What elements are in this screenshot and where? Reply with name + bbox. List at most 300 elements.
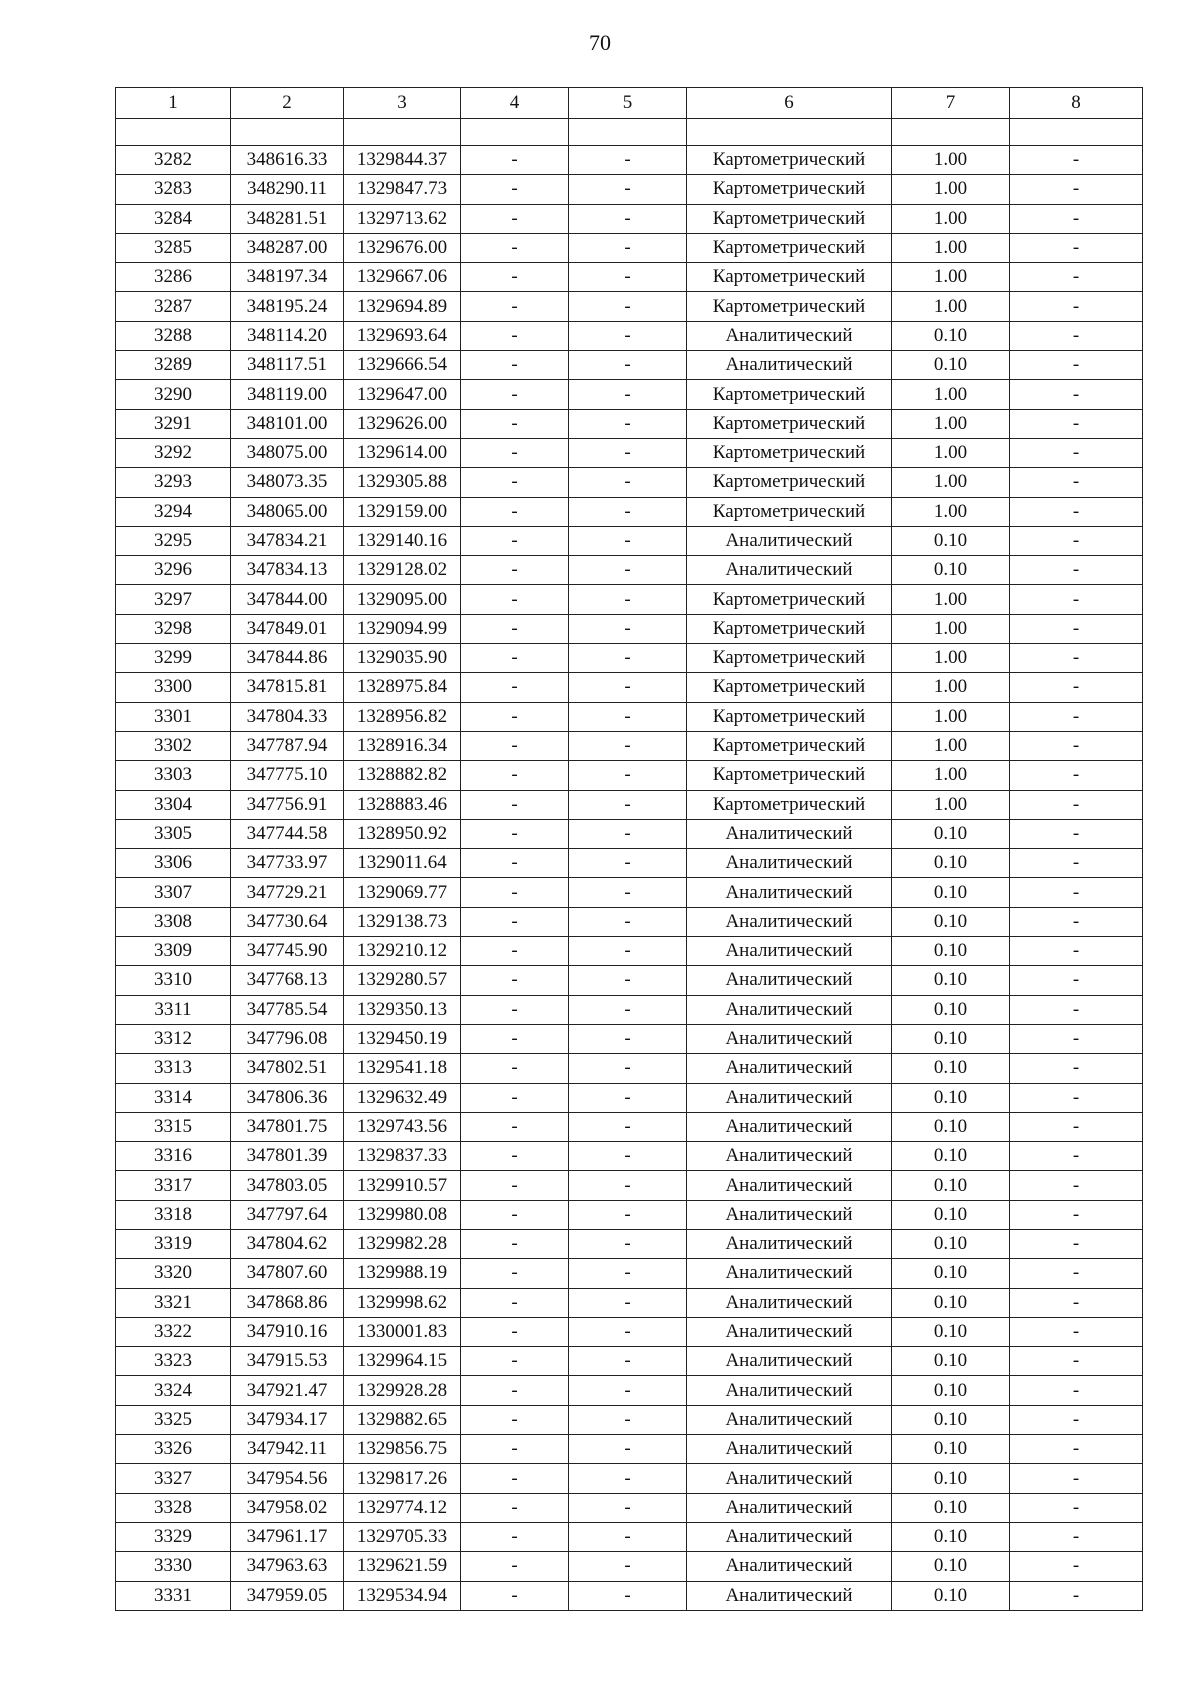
accuracy-cell: 0.10	[892, 1171, 1010, 1200]
table-row	[116, 1552, 1143, 1581]
col4-cell: -	[461, 1317, 569, 1346]
header-cell: 8	[1010, 88, 1143, 119]
x-coordinate-cell: 347730.64	[231, 907, 344, 936]
method-cell: Аналитический	[687, 1376, 892, 1405]
point-number-cell: 3321	[116, 1288, 231, 1317]
accuracy-cell: 0.10	[892, 351, 1010, 380]
y-coordinate-cell: 1329743.56	[344, 1112, 461, 1141]
accuracy-cell: 0.10	[892, 1229, 1010, 1258]
accuracy-cell: 1.00	[892, 175, 1010, 204]
col8-cell: -	[1010, 526, 1143, 555]
col4-cell: -	[461, 1171, 569, 1200]
col5-cell: -	[569, 497, 687, 526]
table-row	[116, 233, 1143, 262]
col4-cell: -	[461, 497, 569, 526]
x-coordinate-cell: 347834.13	[231, 556, 344, 585]
col8-cell: -	[1010, 321, 1143, 350]
table-row	[116, 1435, 1143, 1464]
accuracy-cell: 0.10	[892, 1522, 1010, 1551]
coordinates-table	[115, 87, 1143, 1611]
y-coordinate-cell: 1329541.18	[344, 1054, 461, 1083]
col5-cell: -	[569, 878, 687, 907]
col4-cell: -	[461, 1581, 569, 1610]
blank-cell	[569, 119, 687, 146]
point-number-cell: 3293	[116, 468, 231, 497]
col4-cell: -	[461, 351, 569, 380]
col5-cell: -	[569, 1054, 687, 1083]
x-coordinate-cell: 348119.00	[231, 380, 344, 409]
x-coordinate-cell: 347963.63	[231, 1552, 344, 1581]
point-number-cell: 3306	[116, 849, 231, 878]
point-number-cell: 3292	[116, 438, 231, 467]
x-coordinate-cell: 348065.00	[231, 497, 344, 526]
point-number-cell: 3302	[116, 731, 231, 760]
col8-cell: -	[1010, 380, 1143, 409]
y-coordinate-cell: 1329982.28	[344, 1229, 461, 1258]
method-cell: Аналитический	[687, 1552, 892, 1581]
method-cell: Аналитический	[687, 556, 892, 585]
method-cell: Аналитический	[687, 1522, 892, 1551]
col8-cell: -	[1010, 1083, 1143, 1112]
method-cell: Аналитический	[687, 321, 892, 350]
col4-cell: -	[461, 1376, 569, 1405]
blank-cell	[1010, 119, 1143, 146]
y-coordinate-cell: 1329011.64	[344, 849, 461, 878]
col5-cell: -	[569, 1435, 687, 1464]
col8-cell: -	[1010, 1024, 1143, 1053]
x-coordinate-cell: 347806.36	[231, 1083, 344, 1112]
y-coordinate-cell: 1329305.88	[344, 468, 461, 497]
x-coordinate-cell: 347959.05	[231, 1581, 344, 1610]
col4-cell: -	[461, 585, 569, 614]
col4-cell: -	[461, 1405, 569, 1434]
point-number-cell: 3299	[116, 644, 231, 673]
y-coordinate-cell: 1329998.62	[344, 1288, 461, 1317]
col4-cell: -	[461, 1347, 569, 1376]
point-number-cell: 3328	[116, 1493, 231, 1522]
point-number-cell: 3317	[116, 1171, 231, 1200]
col5-cell: -	[569, 321, 687, 350]
point-number-cell: 3304	[116, 790, 231, 819]
col5-cell: -	[569, 761, 687, 790]
point-number-cell: 3320	[116, 1259, 231, 1288]
point-number-cell: 3322	[116, 1317, 231, 1346]
header-cell: 7	[892, 88, 1010, 119]
col4-cell: -	[461, 1552, 569, 1581]
table-row	[116, 819, 1143, 848]
col4-cell: -	[461, 1142, 569, 1171]
method-cell: Картометрический	[687, 497, 892, 526]
col4-cell: -	[461, 263, 569, 292]
y-coordinate-cell: 1329667.06	[344, 263, 461, 292]
accuracy-cell: 0.10	[892, 1054, 1010, 1083]
col5-cell: -	[569, 1024, 687, 1053]
point-number-cell: 3295	[116, 526, 231, 555]
y-coordinate-cell: 1329693.64	[344, 321, 461, 350]
x-coordinate-cell: 347942.11	[231, 1435, 344, 1464]
point-number-cell: 3327	[116, 1464, 231, 1493]
col4-cell: -	[461, 937, 569, 966]
col5-cell: -	[569, 292, 687, 321]
col8-cell: -	[1010, 966, 1143, 995]
y-coordinate-cell: 1329705.33	[344, 1522, 461, 1551]
method-cell: Аналитический	[687, 1054, 892, 1083]
table-row	[116, 849, 1143, 878]
point-number-cell: 3323	[116, 1347, 231, 1376]
x-coordinate-cell: 347801.75	[231, 1112, 344, 1141]
accuracy-cell: 0.10	[892, 1405, 1010, 1434]
col5-cell: -	[569, 263, 687, 292]
table-row	[116, 468, 1143, 497]
x-coordinate-cell: 348114.20	[231, 321, 344, 350]
table-row	[116, 1405, 1143, 1434]
method-cell: Картометрический	[687, 146, 892, 175]
point-number-cell: 3300	[116, 673, 231, 702]
table-row	[116, 351, 1143, 380]
col8-cell: -	[1010, 673, 1143, 702]
method-cell: Картометрический	[687, 731, 892, 760]
x-coordinate-cell: 347921.47	[231, 1376, 344, 1405]
col5-cell: -	[569, 1112, 687, 1141]
table-row	[116, 1581, 1143, 1610]
method-cell: Картометрический	[687, 790, 892, 819]
col4-cell: -	[461, 1522, 569, 1551]
table-row	[116, 204, 1143, 233]
col8-cell: -	[1010, 937, 1143, 966]
method-cell: Аналитический	[687, 1171, 892, 1200]
col5-cell: -	[569, 937, 687, 966]
x-coordinate-cell: 347804.33	[231, 702, 344, 731]
accuracy-cell: 0.10	[892, 995, 1010, 1024]
method-cell: Картометрический	[687, 380, 892, 409]
method-cell: Аналитический	[687, 1493, 892, 1522]
y-coordinate-cell: 1329094.99	[344, 614, 461, 643]
table-row	[116, 1024, 1143, 1053]
x-coordinate-cell: 347804.62	[231, 1229, 344, 1258]
method-cell: Аналитический	[687, 1288, 892, 1317]
col4-cell: -	[461, 966, 569, 995]
table-row	[116, 409, 1143, 438]
col4-cell: -	[461, 321, 569, 350]
method-cell: Аналитический	[687, 907, 892, 936]
point-number-cell: 3283	[116, 175, 231, 204]
y-coordinate-cell: 1329210.12	[344, 937, 461, 966]
method-cell: Аналитический	[687, 1435, 892, 1464]
col5-cell: -	[569, 1142, 687, 1171]
col4-cell: -	[461, 1493, 569, 1522]
col4-cell: -	[461, 233, 569, 262]
point-number-cell: 3329	[116, 1522, 231, 1551]
method-cell: Картометрический	[687, 409, 892, 438]
accuracy-cell: 1.00	[892, 292, 1010, 321]
x-coordinate-cell: 347797.64	[231, 1200, 344, 1229]
col8-cell: -	[1010, 556, 1143, 585]
x-coordinate-cell: 348073.35	[231, 468, 344, 497]
x-coordinate-cell: 347803.05	[231, 1171, 344, 1200]
x-coordinate-cell: 347787.94	[231, 731, 344, 760]
table-row	[116, 146, 1143, 175]
table-row	[116, 175, 1143, 204]
y-coordinate-cell: 1328916.34	[344, 731, 461, 760]
col5-cell: -	[569, 1493, 687, 1522]
accuracy-cell: 0.10	[892, 849, 1010, 878]
table-row	[116, 995, 1143, 1024]
table-row	[116, 1288, 1143, 1317]
col8-cell: -	[1010, 438, 1143, 467]
x-coordinate-cell: 347849.01	[231, 614, 344, 643]
accuracy-cell: 1.00	[892, 585, 1010, 614]
point-number-cell: 3305	[116, 819, 231, 848]
point-number-cell: 3297	[116, 585, 231, 614]
col5-cell: -	[569, 1347, 687, 1376]
col4-cell: -	[461, 702, 569, 731]
point-number-cell: 3331	[116, 1581, 231, 1610]
col5-cell: -	[569, 1288, 687, 1317]
table-row	[116, 907, 1143, 936]
y-coordinate-cell: 1329882.65	[344, 1405, 461, 1434]
col8-cell: -	[1010, 497, 1143, 526]
col4-cell: -	[461, 1112, 569, 1141]
col4-cell: -	[461, 1083, 569, 1112]
accuracy-cell: 0.10	[892, 1024, 1010, 1053]
x-coordinate-cell: 347958.02	[231, 1493, 344, 1522]
y-coordinate-cell: 1329856.75	[344, 1435, 461, 1464]
col8-cell: -	[1010, 351, 1143, 380]
col4-cell: -	[461, 731, 569, 760]
x-coordinate-cell: 347915.53	[231, 1347, 344, 1376]
table-row	[116, 673, 1143, 702]
table-row	[116, 614, 1143, 643]
table-header	[116, 88, 1143, 146]
accuracy-cell: 0.10	[892, 1112, 1010, 1141]
x-coordinate-cell: 347910.16	[231, 1317, 344, 1346]
accuracy-cell: 0.10	[892, 966, 1010, 995]
method-cell: Картометрический	[687, 585, 892, 614]
col5-cell: -	[569, 1200, 687, 1229]
col5-cell: -	[569, 1405, 687, 1434]
accuracy-cell: 1.00	[892, 790, 1010, 819]
blank-cell	[116, 119, 231, 146]
col4-cell: -	[461, 1200, 569, 1229]
col8-cell: -	[1010, 614, 1143, 643]
y-coordinate-cell: 1329847.73	[344, 175, 461, 204]
x-coordinate-cell: 347802.51	[231, 1054, 344, 1083]
col8-cell: -	[1010, 731, 1143, 760]
accuracy-cell: 1.00	[892, 614, 1010, 643]
col8-cell: -	[1010, 644, 1143, 673]
x-coordinate-cell: 347745.90	[231, 937, 344, 966]
x-coordinate-cell: 347744.58	[231, 819, 344, 848]
point-number-cell: 3326	[116, 1435, 231, 1464]
col4-cell: -	[461, 1259, 569, 1288]
method-cell: Картометрический	[687, 204, 892, 233]
method-cell: Аналитический	[687, 1317, 892, 1346]
x-coordinate-cell: 347834.21	[231, 526, 344, 555]
x-coordinate-cell: 347844.86	[231, 644, 344, 673]
blank-cell	[344, 119, 461, 146]
col5-cell: -	[569, 731, 687, 760]
x-coordinate-cell: 347785.54	[231, 995, 344, 1024]
point-number-cell: 3284	[116, 204, 231, 233]
col5-cell: -	[569, 1317, 687, 1346]
col5-cell: -	[569, 849, 687, 878]
col8-cell: -	[1010, 468, 1143, 497]
col4-cell: -	[461, 146, 569, 175]
y-coordinate-cell: 1329140.16	[344, 526, 461, 555]
col8-cell: -	[1010, 1171, 1143, 1200]
y-coordinate-cell: 1329621.59	[344, 1552, 461, 1581]
col4-cell: -	[461, 761, 569, 790]
col8-cell: -	[1010, 1200, 1143, 1229]
col4-cell: -	[461, 614, 569, 643]
col4-cell: -	[461, 995, 569, 1024]
col5-cell: -	[569, 1083, 687, 1112]
x-coordinate-cell: 347733.97	[231, 849, 344, 878]
header-cell: 4	[461, 88, 569, 119]
col4-cell: -	[461, 819, 569, 848]
col4-cell: -	[461, 878, 569, 907]
x-coordinate-cell: 347801.39	[231, 1142, 344, 1171]
accuracy-cell: 0.10	[892, 1347, 1010, 1376]
table-row	[116, 731, 1143, 760]
method-cell: Аналитический	[687, 849, 892, 878]
y-coordinate-cell: 1329666.54	[344, 351, 461, 380]
method-cell: Картометрический	[687, 702, 892, 731]
header-cell: 6	[687, 88, 892, 119]
method-cell: Картометрический	[687, 233, 892, 262]
table-row	[116, 644, 1143, 673]
col8-cell: -	[1010, 1347, 1143, 1376]
y-coordinate-cell: 1329614.00	[344, 438, 461, 467]
method-cell: Аналитический	[687, 995, 892, 1024]
col5-cell: -	[569, 1171, 687, 1200]
point-number-cell: 3296	[116, 556, 231, 585]
point-number-cell: 3314	[116, 1083, 231, 1112]
accuracy-cell: 0.10	[892, 1464, 1010, 1493]
col8-cell: -	[1010, 1288, 1143, 1317]
point-number-cell: 3330	[116, 1552, 231, 1581]
col4-cell: -	[461, 907, 569, 936]
table-row	[116, 761, 1143, 790]
method-cell: Аналитический	[687, 526, 892, 555]
header-cell: 5	[569, 88, 687, 119]
method-cell: Аналитический	[687, 1405, 892, 1434]
header-row	[116, 88, 1143, 119]
col4-cell: -	[461, 1288, 569, 1317]
col8-cell: -	[1010, 1112, 1143, 1141]
point-number-cell: 3289	[116, 351, 231, 380]
col8-cell: -	[1010, 907, 1143, 936]
col5-cell: -	[569, 526, 687, 555]
point-number-cell: 3324	[116, 1376, 231, 1405]
method-cell: Картометрический	[687, 761, 892, 790]
method-cell: Аналитический	[687, 1259, 892, 1288]
y-coordinate-cell: 1329980.08	[344, 1200, 461, 1229]
point-number-cell: 3294	[116, 497, 231, 526]
accuracy-cell: 1.00	[892, 263, 1010, 292]
col4-cell: -	[461, 1024, 569, 1053]
method-cell: Аналитический	[687, 1347, 892, 1376]
col5-cell: -	[569, 819, 687, 848]
table-row	[116, 1376, 1143, 1405]
col5-cell: -	[569, 1522, 687, 1551]
x-coordinate-cell: 347934.17	[231, 1405, 344, 1434]
col8-cell: -	[1010, 585, 1143, 614]
accuracy-cell: 1.00	[892, 731, 1010, 760]
col8-cell: -	[1010, 1142, 1143, 1171]
col4-cell: -	[461, 380, 569, 409]
col4-cell: -	[461, 1464, 569, 1493]
col5-cell: -	[569, 556, 687, 585]
col5-cell: -	[569, 409, 687, 438]
accuracy-cell: 0.10	[892, 1083, 1010, 1112]
y-coordinate-cell: 1329964.15	[344, 1347, 461, 1376]
table-row	[116, 702, 1143, 731]
col5-cell: -	[569, 1581, 687, 1610]
col4-cell: -	[461, 673, 569, 702]
y-coordinate-cell: 1329647.00	[344, 380, 461, 409]
method-cell: Картометрический	[687, 438, 892, 467]
x-coordinate-cell: 348616.33	[231, 146, 344, 175]
accuracy-cell: 0.10	[892, 1376, 1010, 1405]
method-cell: Аналитический	[687, 351, 892, 380]
accuracy-cell: 1.00	[892, 644, 1010, 673]
table-row	[116, 1317, 1143, 1346]
y-coordinate-cell: 1329534.94	[344, 1581, 461, 1610]
method-cell: Аналитический	[687, 1581, 892, 1610]
x-coordinate-cell: 347796.08	[231, 1024, 344, 1053]
col4-cell: -	[461, 438, 569, 467]
col8-cell: -	[1010, 146, 1143, 175]
accuracy-cell: 1.00	[892, 438, 1010, 467]
table-row	[116, 380, 1143, 409]
point-number-cell: 3312	[116, 1024, 231, 1053]
col8-cell: -	[1010, 1552, 1143, 1581]
col8-cell: -	[1010, 292, 1143, 321]
table-row	[116, 526, 1143, 555]
y-coordinate-cell: 1330001.83	[344, 1317, 461, 1346]
col8-cell: -	[1010, 1376, 1143, 1405]
accuracy-cell: 1.00	[892, 673, 1010, 702]
accuracy-cell: 0.10	[892, 526, 1010, 555]
col5-cell: -	[569, 966, 687, 995]
method-cell: Аналитический	[687, 937, 892, 966]
y-coordinate-cell: 1328956.82	[344, 702, 461, 731]
col4-cell: -	[461, 409, 569, 438]
col8-cell: -	[1010, 1317, 1143, 1346]
x-coordinate-cell: 348195.24	[231, 292, 344, 321]
col8-cell: -	[1010, 1522, 1143, 1551]
table-row	[116, 497, 1143, 526]
point-number-cell: 3313	[116, 1054, 231, 1083]
col5-cell: -	[569, 907, 687, 936]
x-coordinate-cell: 348117.51	[231, 351, 344, 380]
col8-cell: -	[1010, 761, 1143, 790]
y-coordinate-cell: 1329676.00	[344, 233, 461, 262]
col5-cell: -	[569, 175, 687, 204]
col5-cell: -	[569, 351, 687, 380]
y-coordinate-cell: 1329837.33	[344, 1142, 461, 1171]
point-number-cell: 3286	[116, 263, 231, 292]
col5-cell: -	[569, 1464, 687, 1493]
col8-cell: -	[1010, 1229, 1143, 1258]
col4-cell: -	[461, 204, 569, 233]
table-row	[116, 1259, 1143, 1288]
y-coordinate-cell: 1329713.62	[344, 204, 461, 233]
method-cell: Аналитический	[687, 1112, 892, 1141]
method-cell: Картометрический	[687, 292, 892, 321]
col8-cell: -	[1010, 1493, 1143, 1522]
